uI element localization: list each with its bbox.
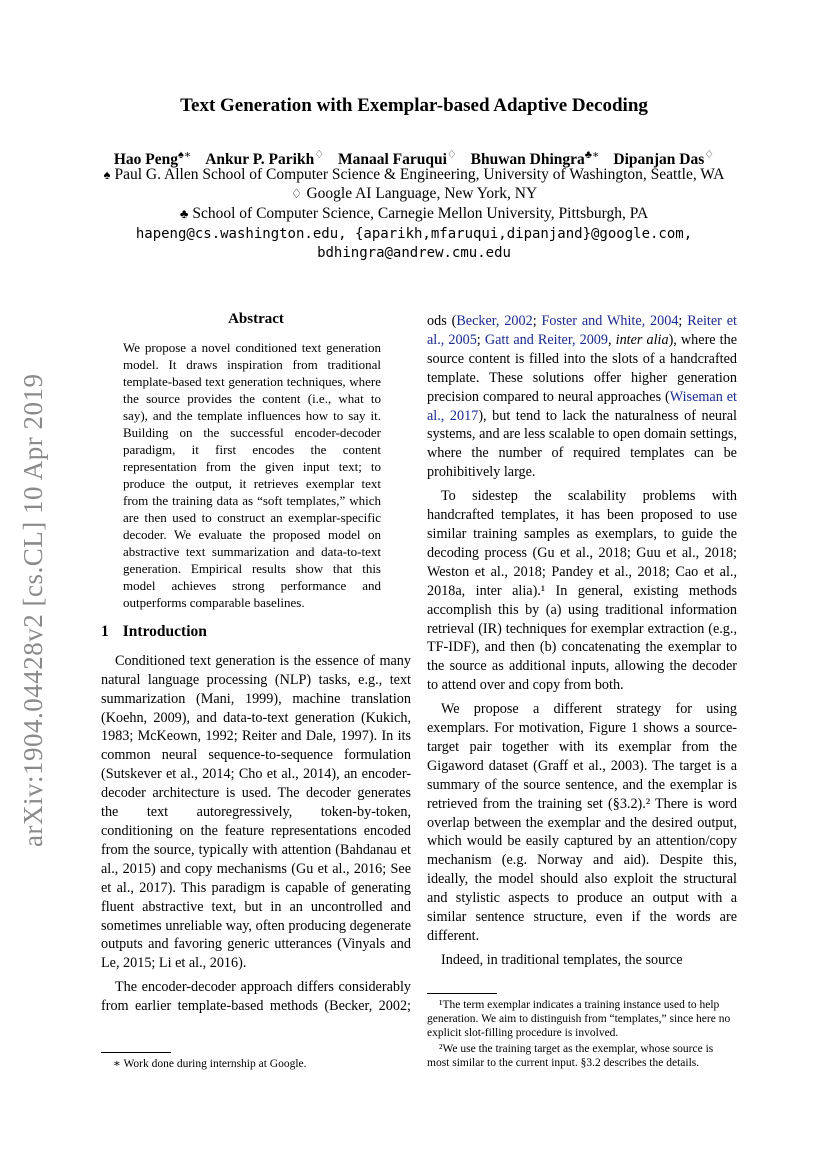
author-3: Manaal Faruqui♢ [337, 149, 457, 169]
abstract-heading: Abstract [228, 311, 284, 327]
intro-paragraph-4: We propose a different strategy for using exemplars. For motivation, Figure 1 shows a source-target pair together with its exemplar from the Gigaword dataset (Graff et al., 2003). The target is a summary of the source sentence, and the exemplar is retrieved from the training set (§3.2).² There is word overlap between the exemplar and the desired output, which would be easily captured by an attention/copy mechanism (e.g. Norway and aid). Despite this, ideally, the model should also exploit the structural and stylistic aspects to produce an output with a similar sentence structure, even if the words are different. [427, 701, 737, 944]
author-2: Ankur P. Parikh♢ [205, 149, 325, 169]
arxiv-identifier: arXiv:1904.04428v2 [cs.CL] 10 Apr 2019 [18, 373, 48, 847]
intro-paragraph-1: Conditioned text generation is the essence of many natural language processing (NLP) tasks, e.g., text summarization (Mani, 1999), machine translation (Koehn, 2009), and data-to-text generation (Kukich, 1983; McKeown, 1992; Reiter and Dale, 1997). In its common neural sequence-to-sequence formulation (Sutskever et al., 2014; Cho et al., 2014), an encoder-decoder architecture is used. The decoder generates the text autoregressively, token-by-token, conditioning on the feature representations encoded from the source, typically with attention (Bahdanau et al., 2015) and copy mechanisms (Gu et al., 2016; See et al., 2017). This paradigm is capable of generating fluent abstractive text, but in an uncontrolled and sometimes unreliable way, often producing degenerate outputs and favoring generic utterances (Vinyals and Le, 2015; Li et al., 2016). [101, 652, 411, 972]
abstract-text: We propose a novel conditioned text generation model. It draws inspiration from traditional template-based text generation techniques, where the source provides the content (i.e., what to say), and the template influences how to say it. Building on the successful encoder-decoder paradigm, it first encodes the content representation from the given input text; to produce the output, it retrieves exemplar text from the training data as “soft templates,” which are then used to construct an exemplar-specific decoder. We evaluate the proposed model on abstractive text summarization and data-to-text generation. Empirical results show that this model achieves strong performance and outperforms comparable baselines. [123, 339, 381, 610]
affiliation-google: ♢ Google AI Language, New York, NY [290, 185, 538, 202]
paper-title: Text Generation with Exemplar-based Adaptive Decoding [180, 95, 648, 116]
intro-paragraph-3: To sidestep the scalability problems with handcrafted templates, it has been proposed to use similar training samples as exemplars, to guide the decoding process (Gu et al., 2018; Guu et al., 2018; Weston et al., 2018; Pandey et al., 2018; Cao et al., 2018a, inter alia).¹ In general, existing methods accomplish this by (a) using traditional information retrieval (IR) techniques for exemplar extraction (e.g., TF-IDF), and then (b) concatenating the exemplar to the source as additional inputs, allowing the decoder to attend over and copy from both. [427, 488, 737, 694]
email-line-1: hapeng@cs.washington.edu, {aparikh,mfaruqui,dipanjand}@google.com, [135, 226, 693, 242]
footnote-divider [427, 993, 497, 994]
right-column [427, 312, 737, 975]
intro-paragraph-5: Indeed, in traditional templates, the source [441, 951, 683, 968]
left-column [101, 310, 411, 1021]
intro-paragraph-2-continued: ods (Becker, 2002; Foster and White, 2004; Reiter et al., 2005; Gatt and Reiter, 2009, inter alia), where the source content is filled into the slots of a handcrafted template. These solutions offer higher generation precision compared to neural approaches (Wiseman et al., 2017), but tend to lack the naturalness of neural systems, and are less scalable to open domain settings, where the number of required templates can be prohibitively large. [427, 313, 738, 481]
footnote-2: ²We use the training target as the exemplar, whose source is most similar to the current input. §3.2 describes the details. [427, 1043, 714, 1069]
footnote-divider [101, 1052, 171, 1053]
author-4: Bhuwan Dhingra♣∗ [470, 149, 600, 169]
footnote-work-at-google: ∗ Work done during internship at Google. [113, 1058, 307, 1070]
email-line-2: bdhingra@andrew.cmu.edu [317, 245, 511, 261]
section-heading-introduction: 1 Introduction [101, 622, 207, 640]
affiliation-cmu: ♣ School of Computer Science, Carnegie Mellon University, Pittsburgh, PA [179, 205, 649, 222]
intro-paragraph-2: The encoder-decoder approach differs considerably from earlier template-based methods (Becker, 2002; [101, 979, 411, 1015]
right-footnotes [427, 987, 737, 1072]
footnote-1: ¹The term exemplar indicates a training instance used to help generation. We aim to distinguish from “templates,” since here no explicit slot-filling procedure is involved. [427, 999, 731, 1039]
author-1: Hao Peng♠∗ [113, 149, 192, 169]
author-5: Dipanjan Das♢ [613, 149, 715, 169]
affiliation-uw: ♠ Paul G. Allen School of Computer Science & Engineering, University of Washington, Seattle, WA [103, 166, 725, 183]
left-footnotes [101, 1046, 411, 1073]
